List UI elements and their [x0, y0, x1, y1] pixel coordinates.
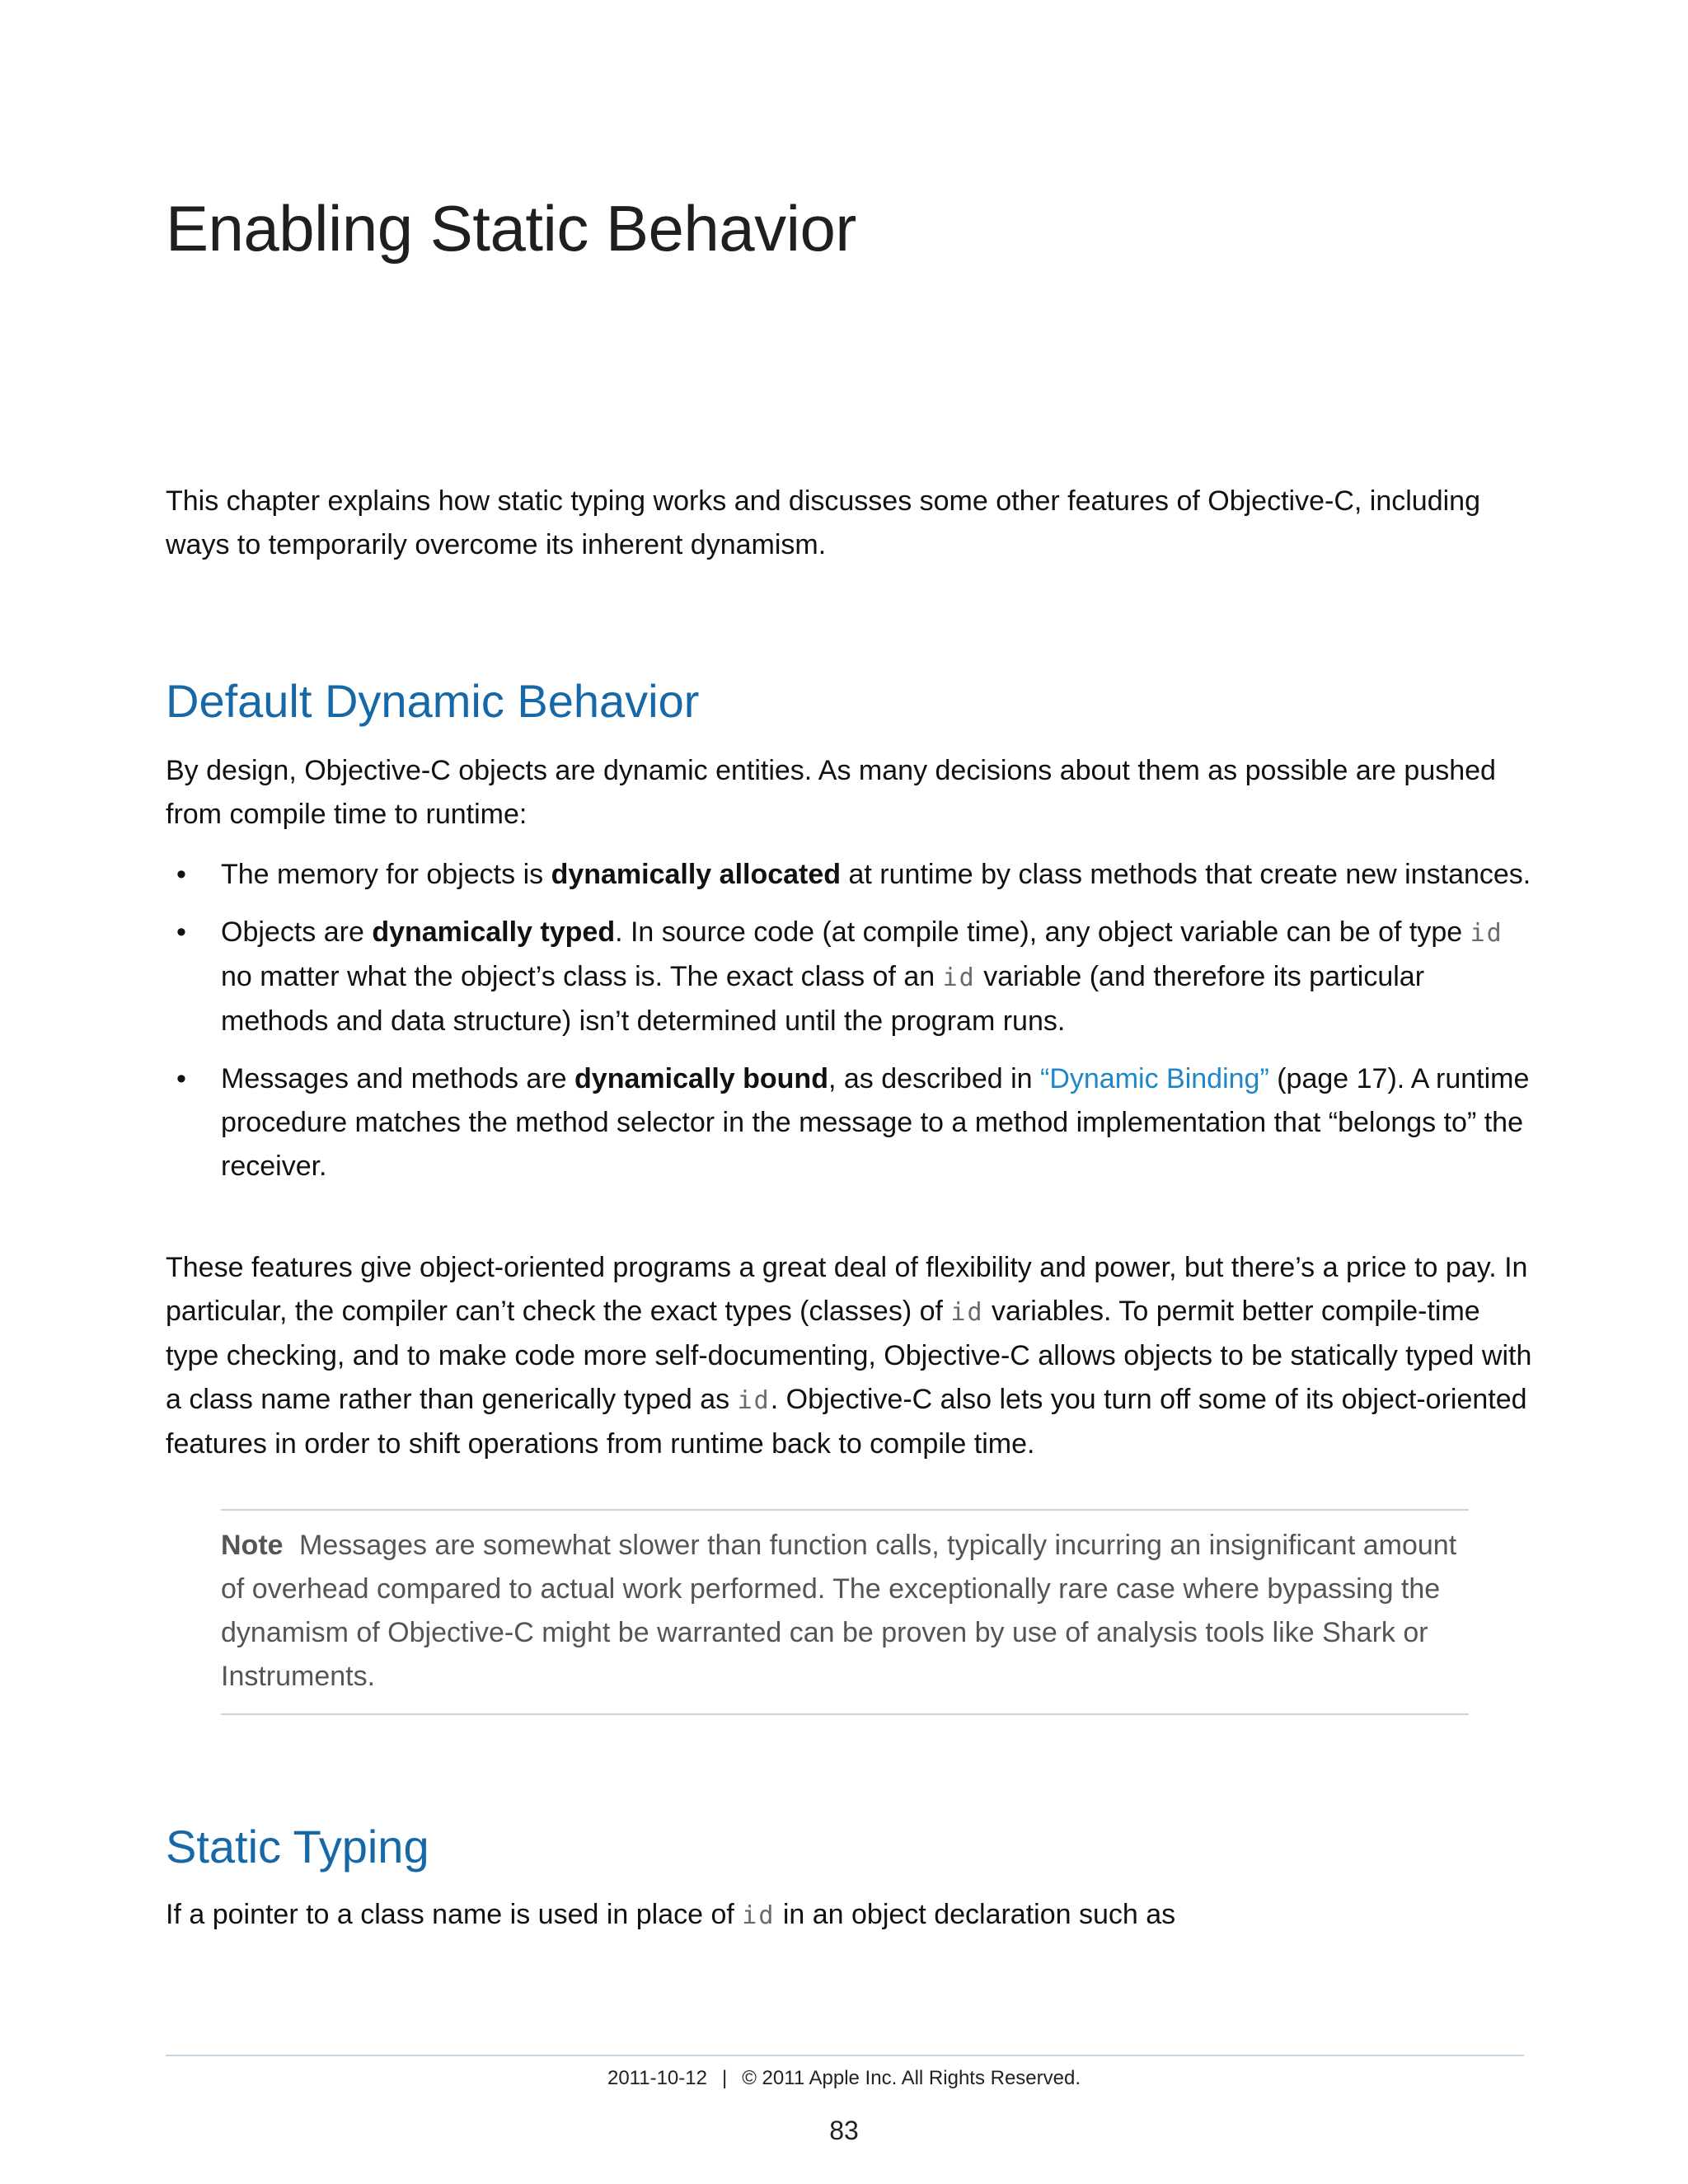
note-text [221, 1524, 1469, 1699]
footer-date: 2011-10-12 [607, 2067, 707, 2089]
note-box [221, 1509, 1469, 1715]
feature-list [166, 853, 1534, 1202]
note-body: Messages are somewhat slower than function calls, typically incurring an insignificant amount of overhead compared to actual work performed. The exceptionally rare case where bypassing the dynamism of Objective-C might be warranted can be proven by use of analysis tools like Shark or Instruments. [221, 1530, 1457, 1692]
code-token: id [942, 963, 976, 992]
text-run: variable (and therefore its particular methods and data structure) isn’t determined until the program runs. [221, 961, 1425, 1037]
text-run: in an object declaration such as [775, 1899, 1176, 1930]
dynamic-binding-link[interactable]: “Dynamic Binding” [1040, 1063, 1269, 1094]
text-run: Messages and methods are [221, 1063, 575, 1094]
code-token: id [737, 1386, 771, 1415]
list-item-text [221, 916, 1503, 1037]
text-run: (page 17). A runtime procedure matches the method selector in the message to a method implementation that “belongs to” the receiver. [221, 1063, 1530, 1182]
bold-term: dynamically bound [574, 1063, 828, 1094]
static-typing-paragraph [166, 1893, 1534, 1938]
list-item [166, 853, 1534, 897]
text-run: These features give object-oriented programs a great deal of flexibility and power, but there’s a price to pay. In particular, the compiler can’t check the exact types (classes) of [166, 1252, 1528, 1327]
list-item-text [221, 1063, 1529, 1182]
text-run: at runtime by class methods that create new instances. [841, 859, 1531, 890]
text-run: Objects are [221, 916, 373, 948]
note-label: Note [221, 1530, 284, 1561]
chapter-intro: This chapter explains how static typing works and discusses some other features of Objective-C, including ways to temporarily overcome its inherent dynamism. [166, 485, 1480, 560]
code-token: id [950, 1298, 984, 1327]
bullet-icon: • [176, 859, 186, 890]
text-run: variables. To permit better compile-time type checking, and to make code more self-documenting, Objective-C allows objects to be statically typed with a class name rather than generically typed as [166, 1296, 1532, 1415]
code-token: id [1470, 919, 1503, 948]
footer [0, 2067, 1688, 2090]
section-intro: By design, Objective-C objects are dynamic entities. As many decisions about them as possible are pushed from compile time to runtime: [166, 755, 1496, 830]
footer-separator: | [721, 2067, 728, 2089]
footer-copyright: © 2011 Apple Inc. All Rights Reserved. [742, 2067, 1081, 2089]
bullet-icon: • [176, 1063, 186, 1094]
code-token: id [742, 1901, 776, 1930]
text-run: , as described in [828, 1063, 1041, 1094]
page-number: 83 [829, 2116, 859, 2145]
text-run: . Objective-C also lets you turn off some of its object-oriented features in order to shift operations from runtime back to compile time. [166, 1384, 1527, 1460]
list-item-text [221, 859, 1531, 890]
chapter-title: Enabling Static Behavior [166, 192, 856, 265]
bold-term: dynamically typed [372, 916, 616, 948]
section-heading-default-dynamic-behavior: Default Dynamic Behavior [166, 675, 700, 727]
text-run: no matter what the object’s class is. The exact class of an [221, 961, 943, 992]
footer-divider [166, 2055, 1524, 2056]
text-run: . In source code (at compile time), any object variable can be of type [615, 916, 1470, 948]
text-run: The memory for objects is [221, 859, 551, 890]
bold-term: dynamically allocated [551, 859, 842, 890]
text-run: If a pointer to a class name is used in place of [166, 1899, 743, 1930]
bullet-icon: • [176, 916, 186, 948]
section-heading-static-typing: Static Typing [166, 1821, 429, 1872]
features-paragraph [166, 1246, 1534, 1466]
list-item [166, 1057, 1534, 1188]
list-item [166, 911, 1534, 1043]
